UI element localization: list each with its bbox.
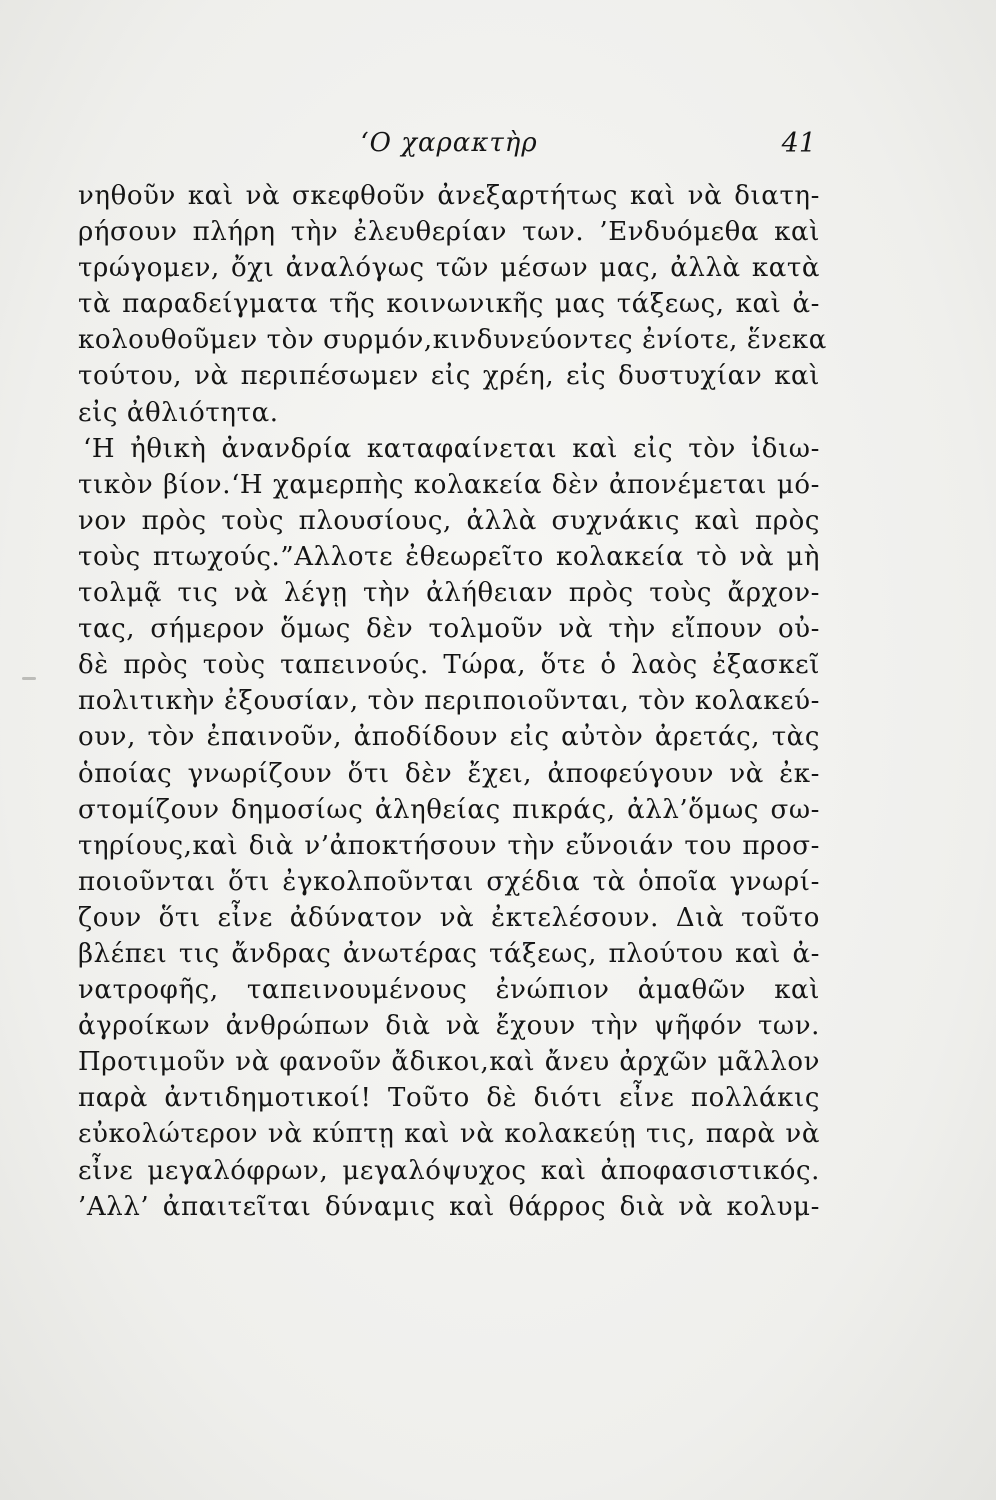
paragraph-start-line: ‘Η ἠθικὴ ἀνανδρία καταφαίνεται καὶ εἰς τὸν ἰδιω- <box>83 433 820 464</box>
text-line: τολμᾷ τις νὰ λέγῃ τὴν ἀλήθειαν πρὸς τοὺς ἄρχον- <box>78 578 820 609</box>
paragraph-end-line: εἰς ἀθλιότητα. <box>78 397 279 428</box>
text-line: τούτου, νὰ περιπέσωμεν εἰς χρέη, εἰς δυστυχίαν καὶ <box>78 361 820 392</box>
page-number: 41 <box>781 128 816 159</box>
text-line: εὐκολώτερον νὰ κύπτῃ καὶ νὰ κολακεύῃ τις, παρὰ νὰ <box>78 1119 820 1150</box>
text-line: ρήσουν πλήρη τὴν ἐλευθερίαν των. ’Ενδυόμεθα καὶ <box>78 217 820 248</box>
text-line: ποιοῦνται ὅτι ἐγκολποῦνται σχέδια τὰ ὁποῖα γνωρί- <box>78 866 820 897</box>
text-line: κολουθοῦμεν τὸν συρμόν,κινδυνεύοντες ἐνίοτε, ἕνεκα <box>78 325 827 356</box>
text-line: στομίζουν δημοσίως ἀληθείας πικράς, ἀλλ’ὅμως σω- <box>78 794 820 825</box>
print-speck <box>22 677 36 680</box>
running-head <box>78 128 820 168</box>
text-line: εἶνε μεγαλόφρων, μεγαλόψυχος καὶ ἀποφασιστικός. <box>78 1155 820 1186</box>
text-line: παρὰ ἀντιδημοτικοί! Τοῦτο δὲ διότι εἶνε πολλάκις <box>78 1083 820 1114</box>
running-title: ‘Ο χαρακτὴρ <box>360 128 538 158</box>
text-line: τας, σήμερον ὅμως δὲν τολμοῦν νὰ τὴν εἴπουν οὐ- <box>78 614 820 645</box>
text-line: τοὺς πτωχούς.”Αλλοτε ἐθεωρεῖτο κολακεία τὸ νὰ μὴ <box>78 541 820 572</box>
text-line: ἀγροίκων ἀνθρώπων διὰ νὰ ἔχουν τὴν ψῆφόν των. <box>78 1011 820 1042</box>
text-line: νον πρὸς τοὺς πλουσίους, ἀλλὰ συχνάκις καὶ πρὸς <box>78 505 820 536</box>
text-line: βλέπει τις ἄνδρας ἀνωτέρας τάξεως, πλούτου καὶ ἀ- <box>78 938 820 969</box>
text-line: δὲ πρὸς τοὺς ταπεινούς. Τώρα, ὅτε ὁ λαὸς ἐξασκεῖ <box>78 650 820 681</box>
text-line: τικὸν βίον.‘Η χαμερπὴς κολακεία δὲν ἀπονέμεται μό- <box>78 469 820 500</box>
text-line: νηθοῦν καὶ νὰ σκεφθοῦν ἀνεξαρτήτως καὶ νὰ διατη- <box>78 181 820 211</box>
text-line: πολιτικὴν ἐξουσίαν, τὸν περιποιοῦνται, τὸν κολακεύ- <box>78 686 820 717</box>
text-line: ’Αλλ’ ἀπαιτεῖται δύναμις καὶ θάρρος διὰ νὰ κολυμ- <box>78 1191 820 1222</box>
text-line: ὁποίας γνωρίζουν ὅτι δὲν ἔχει, ἀποφεύγουν νὰ ἐκ- <box>78 758 820 789</box>
text-line: τὰ παραδείγματα τῆς κοινωνικῆς μας τάξεως, καὶ ἀ- <box>78 289 820 320</box>
body-text <box>78 178 827 1225</box>
text-line: ζουν ὅτι εἶνε ἀδύνατον νὰ ἐκτελέσουν. Διὰ τοῦτο <box>78 902 820 933</box>
text-line: τρώγομεν, ὄχι ἀναλόγως τῶν μέσων μας, ἀλλὰ κατὰ <box>78 253 820 284</box>
text-line: τηρίους,καὶ διὰ ν’ἀποκτήσουν τὴν εὔνοιάν του προσ- <box>78 830 820 861</box>
text-line: νατροφῆς, ταπεινουμένους ἐνώπιον ἀμαθῶν καὶ <box>78 975 820 1006</box>
text-line: Προτιμοῦν νὰ φανοῦν ἄδικοι,καὶ ἄνευ ἀρχῶν μᾶλλον <box>78 1047 820 1078</box>
text-line: ουν, τὸν ἐπαινοῦν, ἀποδίδουν εἰς αὐτὸν ἀρετάς, τὰς <box>78 722 820 753</box>
